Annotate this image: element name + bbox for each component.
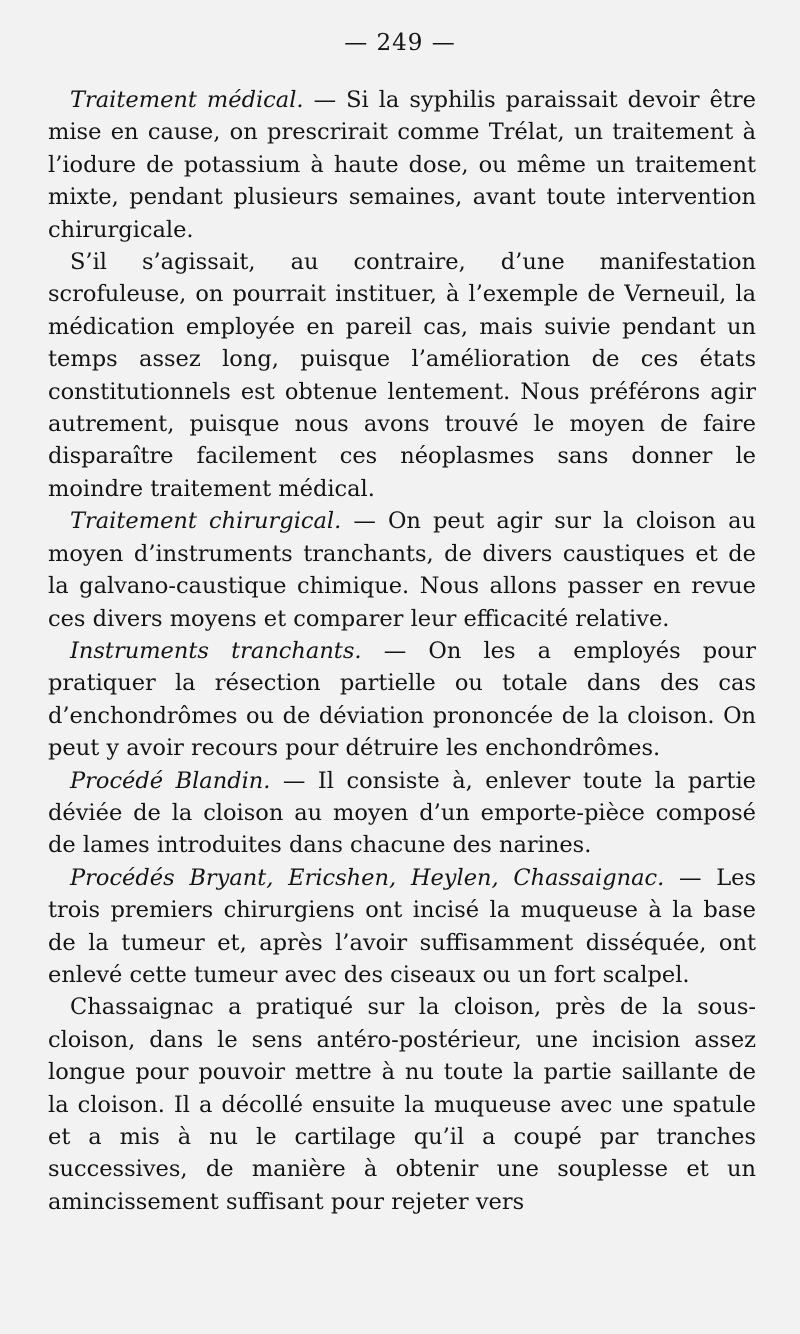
paragraph-instruments-tranchants <box>48 635 756 765</box>
section-heading: Procédés Bryant, Ericshen, Heylen, Chassaignac. <box>70 864 665 891</box>
paragraph-text: — Il consiste à, enlever toute la partie déviée de la cloison au moyen d’un emporte-pièce composé de lames introduites dans chacune des narines. <box>48 767 756 859</box>
section-heading: Traitement chirurgical. <box>70 508 342 535</box>
section-heading: Procédé Blandin. <box>70 767 271 794</box>
paragraph-procede-blandin <box>48 765 756 862</box>
paragraph-text: — Si la syphilis paraissait devoir être mise en cause, on prescrirait comme Trélat, un traitement à l’iodure de potassium à haute dose, ou même un traitement mixte, pendant plusieurs semaines, avant toute intervention chirurgicale. <box>48 87 757 243</box>
paragraph-chassaignac <box>48 991 756 1218</box>
paragraph-text: — On peut agir sur la cloison au moyen d’instruments tranchants, de divers caustiques et de la galvano-caustique chimique. Nous allons passer en revue ces divers moyens et comparer leur efficacité relative. <box>48 508 756 632</box>
section-heading: Traitement médical. <box>70 87 304 113</box>
paragraph-procedes-bryant <box>48 862 756 992</box>
paragraph-scrofuleuse <box>48 246 756 505</box>
paragraph-text: Chassaignac a pratiqué sur la cloison, près de la sous-cloison, dans le sens antéro-postérieur, une incision assez longue pour pouvoir mettre à nu toute la partie saillante de la cloison. Il a décollé ensuite la muqueuse avec une spatule et a mis à nu le cartilage qu’il a coupé par tranches successives, de manière à obtenir une souplesse et un amincissement suffisant pour rejeter vers <box>48 994 756 1215</box>
paragraph-text: — On les a employés pour pratiquer la résection partielle ou totale dans des cas d’enchondrômes ou de déviation prononcée de la cloison. On peut y avoir recours pour détruire les enchondrômes. <box>48 637 756 762</box>
paragraph-traitement-chirurgical <box>48 505 756 635</box>
body-text <box>48 84 756 1218</box>
paragraph-text: — Les trois premiers chirurgiens ont incisé la muqueuse à la base de la tumeur et, après l’avoir suffisamment disséquée, ont enlevé cette tumeur avec des ciseaux ou un fort scalpel. <box>48 864 757 988</box>
section-heading: Instruments tranchants. <box>70 637 362 664</box>
paragraph-traitement-medical <box>48 84 756 246</box>
paragraph-text: S’il s’agissait, au contraire, d’une manifestation scrofuleuse, on pourrait instituer, à l’exemple de Verneuil, la médication employée en pareil cas, mais suivie pendant un temps assez long, puisque l’amélioration de ces états constitutionnels est obtenue lentement. Nous préférons agir autrement, puisque nous avons trouvé le moyen de faire disparaître facilement ces néoplasmes sans donner le moindre traitement médical. <box>48 249 756 502</box>
page-number: — 249 — <box>344 30 456 56</box>
